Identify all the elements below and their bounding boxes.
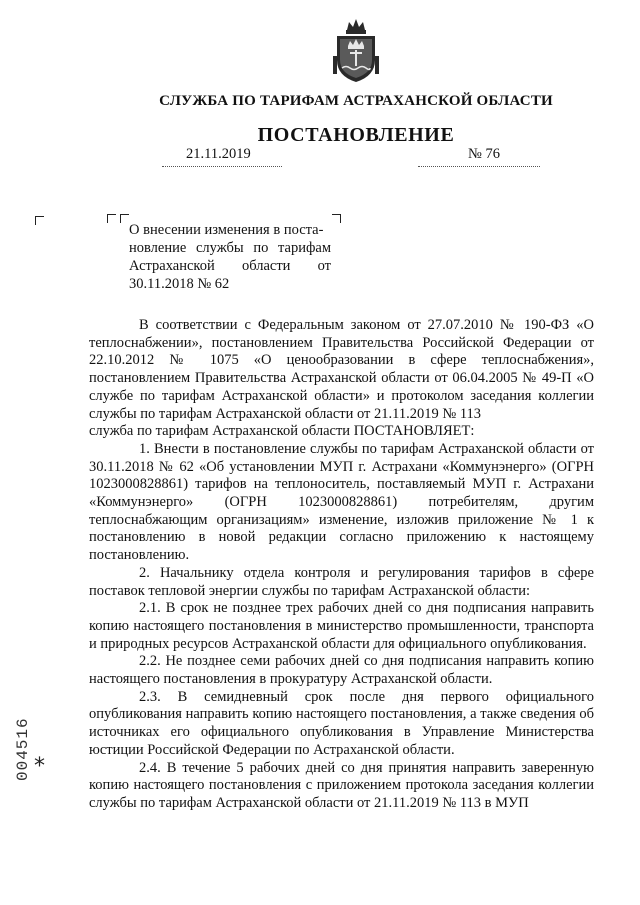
margin-mark: * [34,754,45,779]
preamble-paragraph: В соответствии с Федеральным законом от 27.07.2010 № 190-ФЗ «О теплоснабжении», постановлением Правительства Российской Федерации от 22.10.2012 № 1075 «О ценообразовании в сфере теплоснабжения», постановлением Правительства Астраханской области от 06.04.2005 № 49-П «О службе по тарифам Астраханской области» и протоколом заседания коллегии службы по тарифам Астраханской области от 21.11.2019 № 113 [89,317,594,422]
document-number: № 76 [468,146,500,162]
document-date: 21.11.2019 [186,146,251,162]
document-subject [129,221,331,293]
subject-corner-right [332,214,341,223]
margin-stamp-number: 004516 [14,717,32,781]
document-body [89,317,594,813]
subject-line: 30.11.2018 № 62 [129,276,230,292]
subject-line: новление службы по тарифам [129,240,331,256]
date-underline [162,166,282,167]
margin-corner-left [35,216,44,225]
number-underline [418,166,540,167]
clause-1: 1. Внести в постановление службы по тарифам Астраханской области от 30.11.2018 № 62 «Об установлении МУП г. Астрахани «Коммунэнерго» (ОГРН 1023000828861) тарифов на теплоноситель, поставляемый МУП г. Астрахани «Коммунэнерго» (ОГРН 1023000828861) потребителям, другим теплоснабжающим организациям» изменение, изложив приложение № 1 к постановлению в новой редакции согласно приложению к настоящему постановлению. [89,440,594,564]
clause-2-3: 2.3. В семидневный срок после дня первого официального опубликования направить копию настоящего постановления, а также сведения об источниках его официального опубликования в Управление Министерства юстиции Российской Федерации по Астраханской области. [89,688,594,758]
subject-line: Астраханской области от [129,258,331,274]
clause-2-4: 2.4. В течение 5 рабочих дней со дня принятия направить заверенную копию настоящего постановления с приложением протокола заседания коллегии службы по тарифам Астраханской области от 21.11.2019 № 113 в МУП [89,759,594,811]
subject-line: О внесении изменения в поста- [129,222,324,238]
clause-2-2: 2.2. Не позднее семи рабочих дней со дня подписания направить копию настоящего постановления в прокуратуру Астраханской области. [89,653,594,688]
document-type: ПОСТАНОВЛЕНИЕ [257,124,455,146]
clause-2-1: 2.1. В срок не позднее трех рабочих дней со дня подписания направить копию настоящего постановления в министерство промышленности, транспорта и природных ресурсов Астраханской области для официального опубликования. [89,600,594,652]
subject-corner-left-inner [120,214,129,223]
coat-of-arms-icon [329,16,383,86]
agency-name: СЛУЖБА ПО ТАРИФАМ АСТРАХАНСКОЙ ОБЛАСТИ [159,93,553,109]
resolution-statement: служба по тарифам Астраханской области ПОСТАНОВЛЯЕТ: [89,423,475,440]
clause-2: 2. Начальнику отдела контроля и регулирования тарифов в сфере поставок тепловой энергии службы по тарифам Астраханской области: [89,564,594,599]
subject-corner-left-outer [107,214,116,223]
